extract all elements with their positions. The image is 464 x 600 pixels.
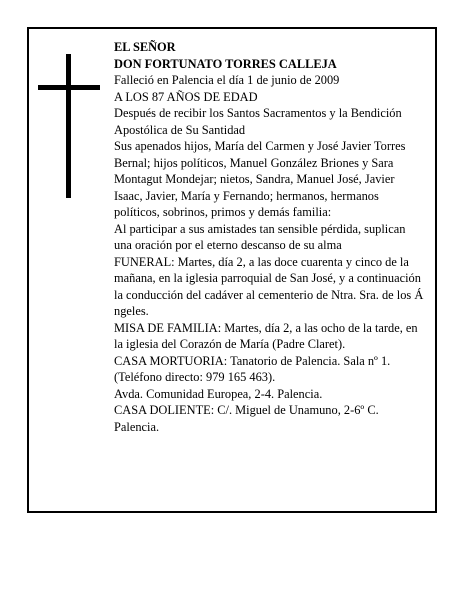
family-mass-info: MISA DE FAMILIA: Martes, día 2, a las ocho de la tarde, en la iglesia del Corazón de María (Padre Claret). [114, 320, 418, 351]
prayer-request: Al participar a sus amistades tan sensible pérdida, suplican una oración por el eterno descanso de su alma [114, 221, 406, 252]
funeral-home-address: Avda. Comunidad Europea, 2-4. Palencia. [114, 386, 323, 401]
notice-title: EL SEÑOR [114, 40, 176, 54]
mourning-house-info: CASA DOLIENTE: C/. Miguel de Unamuno, 2-6º C. Palencia. [114, 403, 379, 434]
age-line: A LOS 87 AÑOS DE EDAD [114, 89, 258, 104]
deceased-name: DON FORTUNATO TORRES CALLEJA [114, 56, 337, 71]
cross-vertical-bar [66, 54, 71, 198]
funeral-home-info: CASA MORTUORIA: Tanatorio de Palencia. Sala nº 1. (Teléfono directo: 979 165 463). [114, 353, 391, 384]
funeral-info: FUNERAL: Martes, día 2, a las doce cuarenta y cinco de la mañana, en la iglesia parroquial de San José, y a continuación la conducción del cadáver al cementerio de Ntra. Sra. de los Á ngeles. [114, 254, 424, 318]
death-info: Falleció en Palencia el día 1 de junio de 2009 [114, 73, 340, 87]
latin-cross-icon [38, 54, 100, 198]
family-list: Sus apenados hijos, María del Carmen y José Javier Torres Bernal; hijos políticos, Manuel González Briones y Sara Montagut Mondejar; nietos, Sandra, Manuel José, Javier Isaac, Javier, María y Fernando; hermanos, hermanos políticos, sobrinos, primos y demás familia: [114, 139, 406, 219]
cross-horizontal-bar [38, 85, 100, 90]
sacraments-line: Después de recibir los Santos Sacramentos y la Bendición Apostólica de Su Santidad [114, 106, 402, 137]
obituary-text [114, 39, 424, 435]
